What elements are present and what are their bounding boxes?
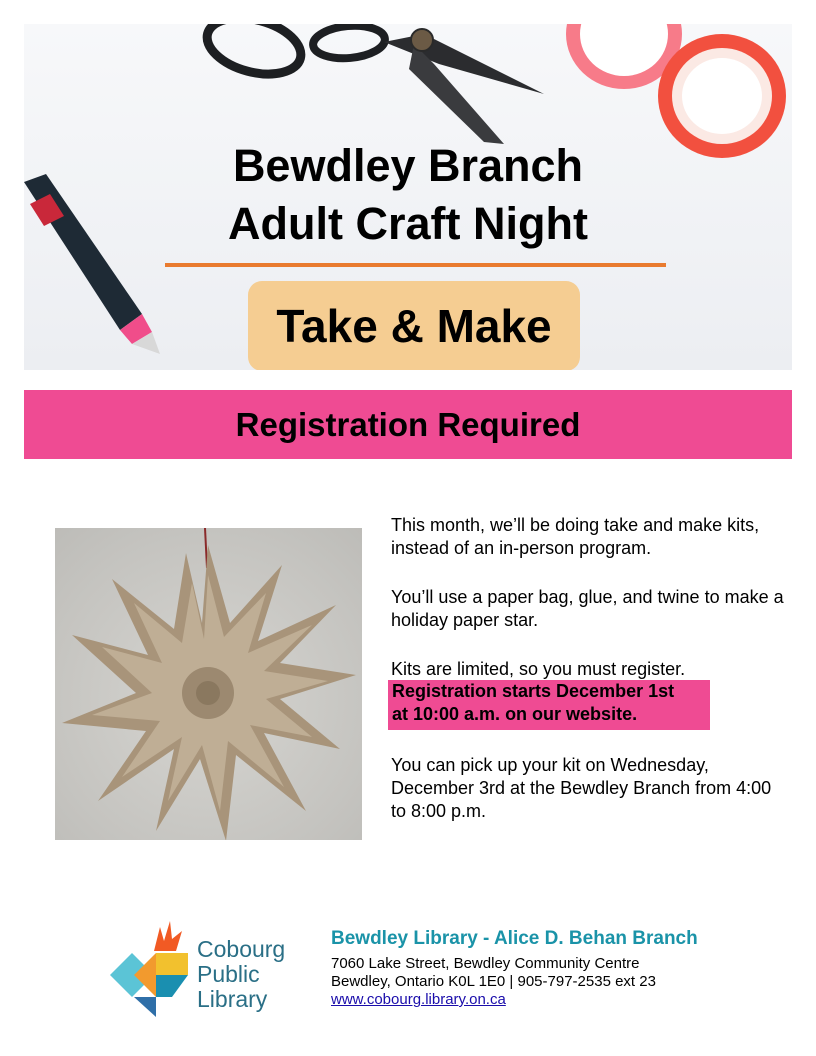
branch-name: Bewdley Library - Alice D. Behan Branch [331, 928, 698, 949]
logo-line-1: Cobourg [197, 936, 286, 962]
title-line-2: Adult Craft Night [228, 198, 588, 249]
scissors-icon [184, 24, 544, 154]
library-logo-text [197, 937, 285, 1012]
registration-banner: Registration Required [24, 390, 792, 459]
address-line-1: 7060 Lake Street, Bewdley Community Centre [331, 955, 640, 972]
logo-line-2: Public [197, 961, 260, 987]
branch-address [331, 955, 656, 1009]
description-paragraph: Kits are limited, so you must register. [391, 659, 686, 679]
website-link[interactable]: www.cobourg.library.on.ca [331, 991, 506, 1008]
hero-image [24, 24, 792, 370]
paper-star-icon [55, 528, 362, 840]
paper-star-photo [55, 528, 362, 840]
title-line-1: Bewdley Branch [232, 140, 584, 191]
description-paragraph: This month, we’ll be doing take and make kits, instead of an in-person program. [391, 515, 760, 558]
highlight-line-1: Registration starts December 1st [392, 681, 675, 701]
take-make-badge: Take & Make [248, 281, 580, 370]
logo-line-3: Library [197, 986, 268, 1012]
pickup-info [391, 754, 791, 849]
page-title [24, 137, 792, 253]
pickup-paragraph: You can pick up your kit on Wednesday, December 3rd at the Bewdley Branch from 4:00 to 8:00 p.m. [391, 755, 772, 821]
registration-highlight [388, 680, 710, 730]
description-paragraph: You’ll use a paper bag, glue, and twine to make a holiday paper star. [391, 587, 784, 630]
highlight-line-2: at 10:00 a.m. on our website. [392, 704, 638, 724]
address-line-2: Bewdley, Ontario K0L 1E0 | 905-797-2535 ext 23 [331, 973, 656, 990]
title-divider [165, 263, 666, 267]
event-description [391, 514, 791, 681]
library-logo-icon [110, 917, 190, 1017]
